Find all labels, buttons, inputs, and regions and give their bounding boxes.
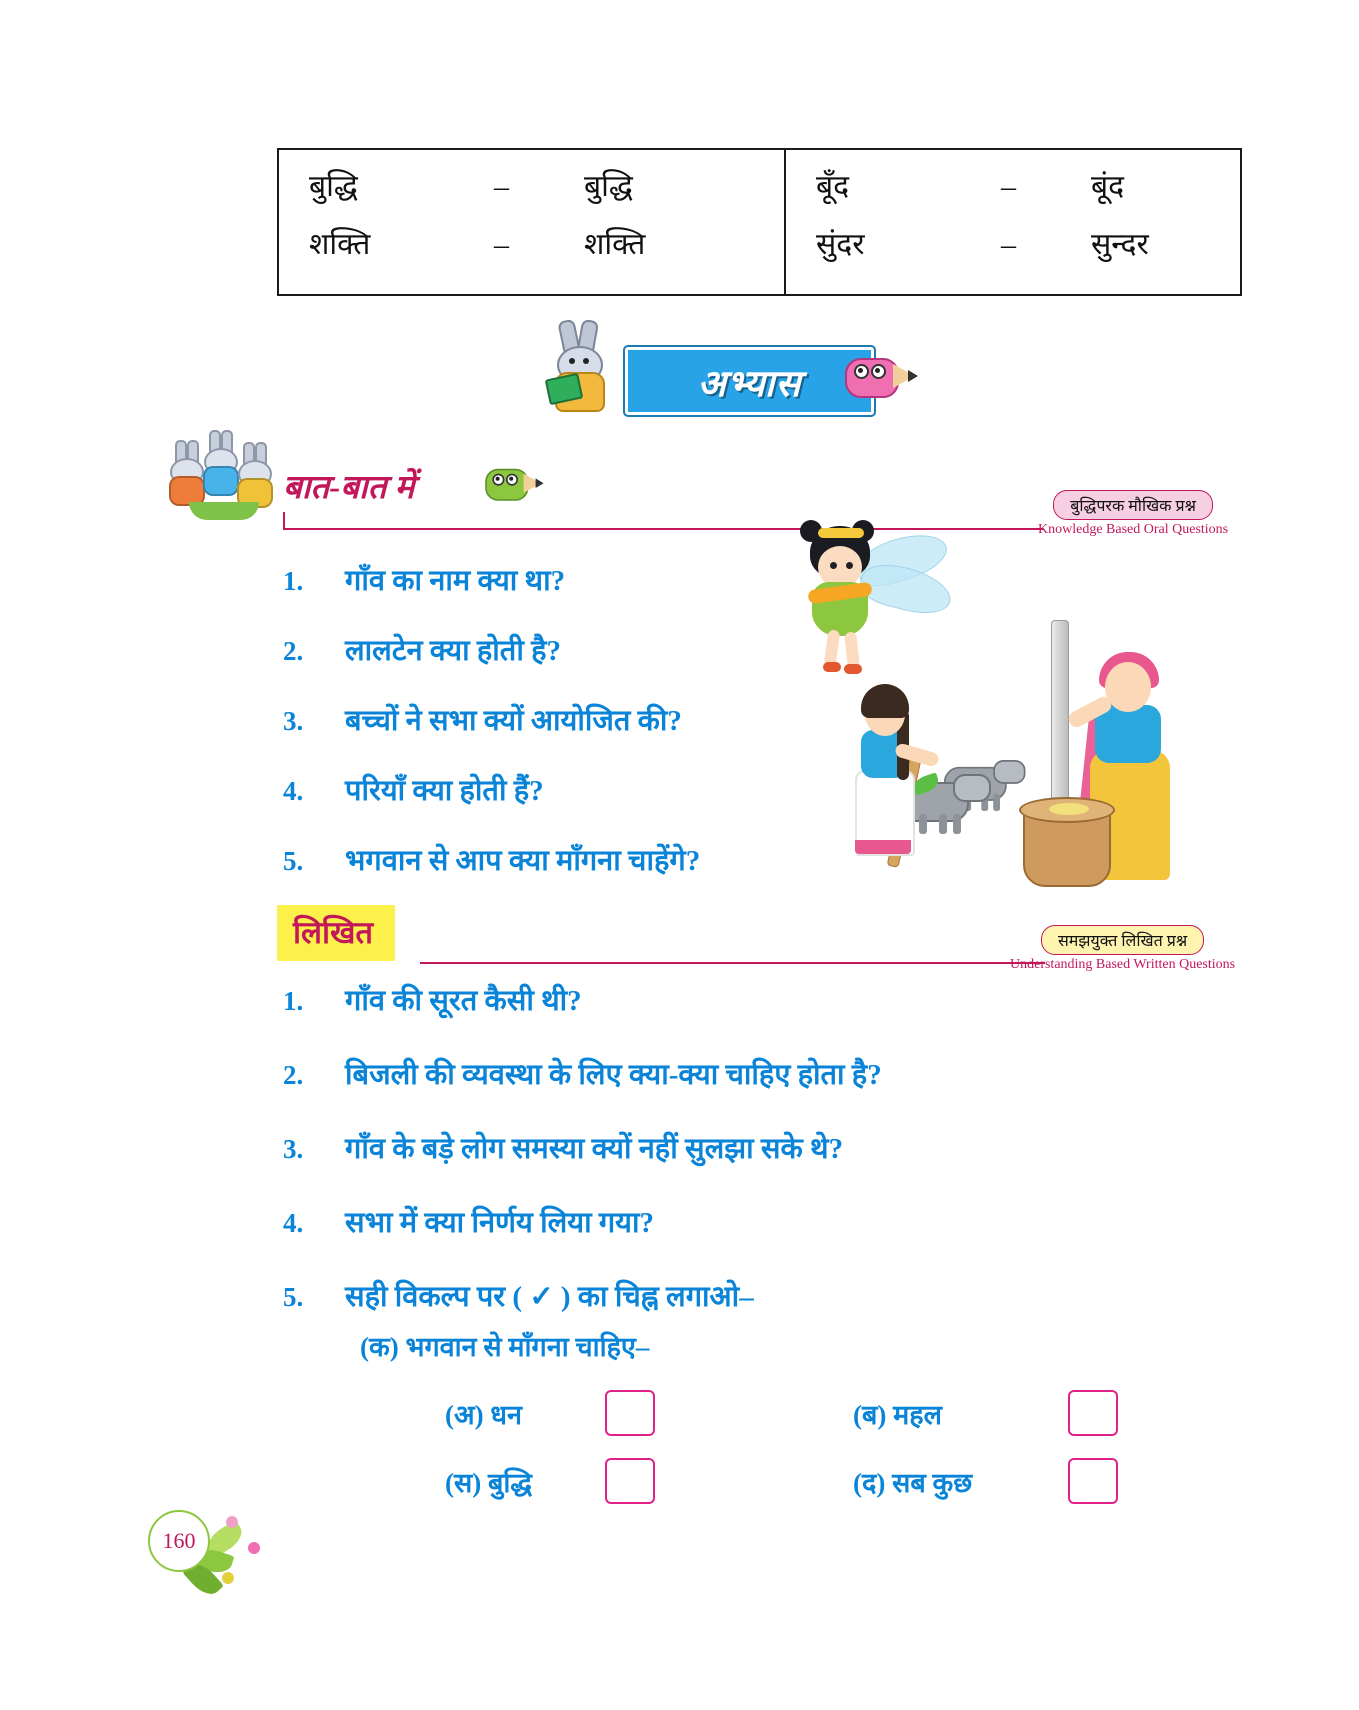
oral-badge-english: Knowledge Based Oral Questions <box>1038 522 1229 537</box>
written-questions-badge <box>1010 925 1235 973</box>
word-pair-table <box>277 148 1242 296</box>
list-item <box>283 1128 1183 1167</box>
table-row <box>816 164 1291 222</box>
rabbit-with-book-icon <box>545 320 611 412</box>
option-label: (द) सब कुछ <box>853 1467 973 1498</box>
word-right-a: बूँद <box>816 170 850 203</box>
question-number: 4. <box>283 1208 304 1238</box>
option-b <box>835 1390 1225 1436</box>
village-scene-illustration <box>855 600 1215 900</box>
question-text: गाँव के बड़े लोग समस्या क्यों नहीं सुलझा सके थे? <box>345 1133 844 1165</box>
written-badge-english: Understanding Based Written Questions <box>1010 957 1236 972</box>
option-label: (अ) धन <box>445 1399 522 1430</box>
word-left-b: शक्ति <box>584 228 646 261</box>
word-left-a: बुद्धि <box>309 170 358 203</box>
table-row <box>309 222 784 280</box>
table-row <box>816 222 1291 280</box>
pencil-mascot-icon <box>485 462 543 505</box>
question-number: 5. <box>283 1282 304 1312</box>
question-number: 3. <box>283 1134 304 1164</box>
written-section-heading-label: लिखित <box>293 915 374 950</box>
question-number: 1. <box>283 986 304 1016</box>
question-text: सही विकल्प पर ( ✓ ) का चिह्न लगाओ– <box>345 1281 754 1313</box>
word-right-a: सुंदर <box>816 228 865 261</box>
oral-questions-badge <box>1038 490 1228 538</box>
word-table-left-column <box>279 150 786 294</box>
word-right-dash: – <box>1001 228 1016 261</box>
option-a <box>445 1390 835 1436</box>
exercise-banner-bar <box>625 347 874 415</box>
oral-section-heading-label: बात-बात में <box>283 470 415 506</box>
list-item <box>283 1054 1183 1093</box>
question-number: 2. <box>283 1060 304 1090</box>
written-heading-rule <box>420 962 1045 964</box>
list-item <box>283 980 1183 1019</box>
written-question-list <box>283 980 1183 1350</box>
page-number-text: 160 <box>148 1510 210 1572</box>
question-number: 5. <box>283 846 304 876</box>
word-left-b: बुद्धि <box>584 170 633 203</box>
question-text: गाँव की सूरत कैसी थी? <box>345 985 582 1017</box>
sub-question-text: (क) भगवान से माँगना चाहिए– <box>360 1332 650 1362</box>
option-label: (स) बुद्धि <box>445 1467 532 1498</box>
option-row <box>445 1458 1225 1504</box>
flower-dot-icon <box>248 1542 260 1554</box>
question-text: लालटेन क्या होती है? <box>345 635 561 667</box>
question-number: 3. <box>283 706 304 736</box>
page-number-badge <box>148 1510 278 1600</box>
option-c <box>445 1458 835 1504</box>
question-number: 4. <box>283 776 304 806</box>
word-right-dash: – <box>1001 170 1016 203</box>
pencil-mascot-icon <box>845 350 917 404</box>
exercise-banner-title: अभ्यास <box>697 363 802 405</box>
question-text: गाँव का नाम क्या था? <box>345 565 566 597</box>
question-number: 2. <box>283 636 304 666</box>
bunny-group-illustration <box>165 430 285 525</box>
option-d <box>835 1458 1225 1504</box>
list-item <box>283 1276 1183 1315</box>
flower-dot-icon <box>226 1516 238 1528</box>
word-table-right-column <box>786 150 1291 294</box>
question-text: सभा में क्या निर्णय लिया गया? <box>345 1207 654 1239</box>
option-label: (ब) महल <box>853 1399 942 1430</box>
list-item <box>283 1202 1183 1241</box>
word-left-a: शक्ति <box>309 228 371 261</box>
option-row <box>445 1390 1225 1436</box>
oral-badge-hindi: बुद्धिपरक मौखिक प्रश्न <box>1053 490 1213 520</box>
word-right-b: बूंद <box>1091 170 1125 203</box>
question-text: बच्चों ने सभा क्यों आयोजित की? <box>345 705 682 737</box>
option-grid <box>445 1390 1225 1526</box>
table-row <box>309 164 784 222</box>
option-checkbox[interactable] <box>605 1458 655 1504</box>
question-number: 1. <box>283 566 304 596</box>
written-badge-hindi: समझयुक्त लिखित प्रश्न <box>1041 925 1204 955</box>
option-checkbox[interactable] <box>1068 1458 1118 1504</box>
word-left-dash: – <box>494 228 509 261</box>
exercise-banner <box>545 320 915 430</box>
option-checkbox[interactable] <box>605 1390 655 1436</box>
question-text: परियाँ क्या होती हैं? <box>345 775 544 807</box>
word-right-b: सुन्दर <box>1091 228 1149 261</box>
question-text: बिजली की व्यवस्था के लिए क्या-क्या चाहिए होता है? <box>345 1059 882 1091</box>
written-section-heading <box>277 905 395 961</box>
word-left-dash: – <box>494 170 509 203</box>
option-checkbox[interactable] <box>1068 1390 1118 1436</box>
mortar-icon <box>1023 805 1111 887</box>
flower-dot-icon <box>222 1572 234 1584</box>
oral-section-heading <box>283 463 543 519</box>
question-text: भगवान से आप क्या माँगना चाहेंगे? <box>345 845 701 877</box>
